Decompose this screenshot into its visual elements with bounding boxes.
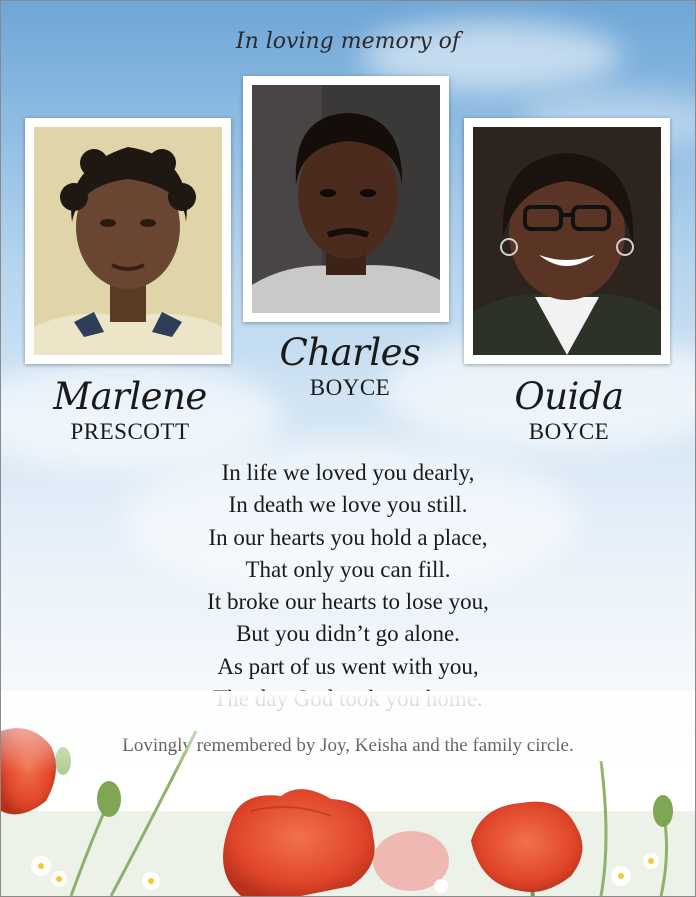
poem-line: In our hearts you hold a place, (208, 524, 488, 550)
poem-line: That only you can fill. (245, 556, 451, 582)
last-name-marlene: PRESCOTT (70, 419, 190, 444)
poppy-flowers-decoration (1, 691, 695, 896)
portrait-image (252, 85, 440, 313)
poem (1, 457, 695, 715)
first-name-marlene: Marlene (53, 375, 207, 418)
first-name-ouida: Ouida (514, 375, 624, 418)
memorial-heading: In loving memory of (235, 29, 461, 54)
poem-line: But you didn’t go alone. (236, 621, 460, 647)
photo-ouida (464, 118, 670, 364)
portrait-image (34, 127, 222, 355)
poem-line: In death we love you still. (228, 492, 468, 518)
poem-line: It broke our hearts to lose you, (207, 589, 489, 615)
photo-charles (243, 76, 449, 322)
last-name-ouida: BOYCE (528, 419, 610, 444)
last-name-charles: BOYCE (309, 375, 391, 400)
portrait-image (473, 127, 661, 355)
poem-line: As part of us went with you, (217, 653, 479, 679)
photo-marlene (25, 118, 231, 364)
poem-line: In life we loved you dearly, (221, 460, 475, 485)
first-name-charles: Charles (279, 331, 421, 374)
